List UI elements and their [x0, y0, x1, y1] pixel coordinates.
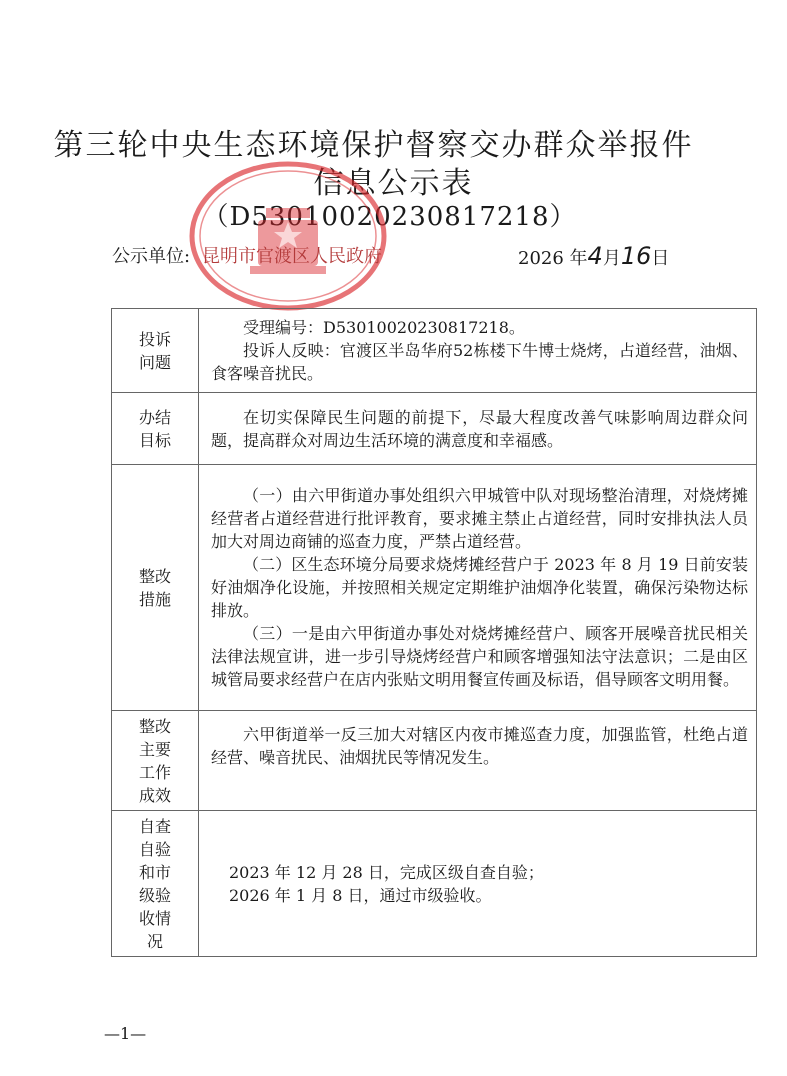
complaint-text: 投诉人反映：官渡区半岛华府52栋楼下牛博士烧烤，占道经营，油烟、食客噪音扰民。: [211, 341, 748, 383]
publishing-unit-value: 昆明市官渡区人民政府: [202, 246, 382, 267]
row-content: [199, 811, 757, 957]
row-label: 办结 目标: [112, 393, 199, 465]
table-row-goal: [112, 393, 757, 465]
row-label: 整改 措施: [112, 465, 199, 711]
goal-text: 在切实保障民生问题的前提下，尽最大程度改善气味影响周边群众问题，提高群众对周边生活环境的满意度和幸福感。: [211, 407, 748, 450]
row-label: 自查 自验 和市 级验 收情 况: [112, 811, 199, 957]
row-content: [199, 309, 757, 393]
date-year: 2026 年: [518, 248, 588, 269]
table-row-acceptance: [112, 811, 757, 957]
row-content: [199, 393, 757, 465]
table-row-complaint: [112, 309, 757, 393]
date-month-unit: 月: [602, 248, 621, 269]
date-day: 16: [620, 242, 652, 270]
table-row-results: [112, 711, 757, 811]
results-text: 六甲街道举一反三加大对辖区内夜市摊巡查力度，加强监管，杜绝占道经营、噪音扰民、油烟扰民等情况发生。: [211, 725, 748, 767]
acceptance-line-2: 2026 年 1 月 8 日，通过市级验收。: [229, 885, 492, 905]
measure-2: （二）区生态环境分局要求烧烤摊经营户于 2023 年 8 月 19 日前安装好油烟净化设施，并按照相关规定定期维护油烟净化装置，确保污染物达标排放。: [211, 555, 748, 620]
page-number: —1—: [104, 1024, 147, 1043]
date-day-unit: 日: [651, 248, 670, 269]
table-row-measures: [112, 465, 757, 711]
acceptance-line-1: 2023 年 12 月 28 日，完成区级自查自验；: [229, 862, 544, 882]
complaint-id: 受理编号：D53010020230817218。: [243, 318, 525, 337]
document-code: （D53010020230817218）: [202, 202, 577, 232]
row-label: 投诉 问题: [112, 309, 199, 393]
row-content: [199, 711, 757, 811]
document-title: 第三轮中央生态环境保护督察交办群众举报件: [53, 128, 694, 163]
row-label: 整改 主要 工作 成效: [112, 711, 199, 811]
date-month: 4: [587, 242, 603, 270]
measure-3: （三）一是由六甲街道办事处对烧烤摊经营户、顾客开展噪音扰民相关法律法规宣讲，进一步引导烧烤经营户和顾客增强知法守法意识；二是由区城管局要求经营户在店内张贴文明用餐宣传画及标语，倡导顾客文明用餐。: [211, 624, 748, 689]
document-subtitle: 信息公示表: [313, 166, 474, 201]
info-table: [111, 308, 757, 957]
publish-date: [518, 242, 669, 270]
row-content: [199, 465, 757, 711]
measure-1: （一）由六甲街道办事处组织六甲城管中队对现场整治清理，对烧烤摊经营者占道经营进行批评教育，要求摊主禁止占道经营，同时安排执法人员加大对周边商铺的巡查力度，严禁占道经营。: [211, 486, 748, 551]
publishing-unit-label: 公示单位:: [112, 246, 191, 267]
